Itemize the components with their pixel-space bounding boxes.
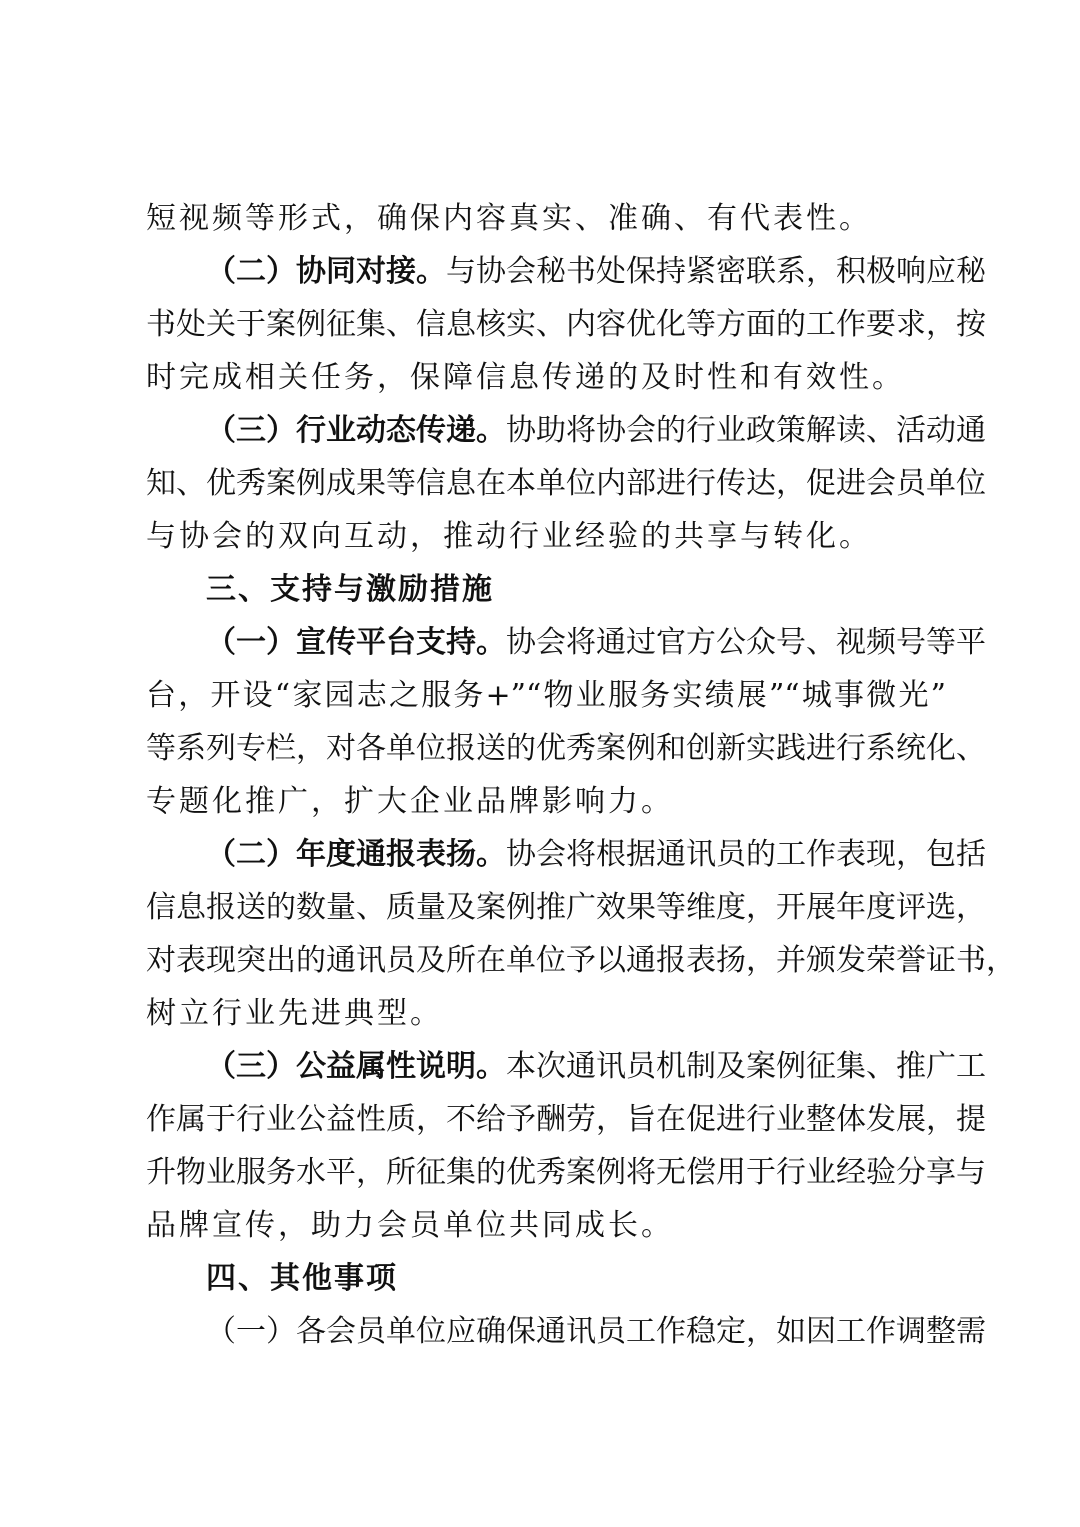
line-text: 书处关于案例征集、信息核实、内容优化等方面的工作要求，按 — [146, 307, 986, 342]
paragraph-line — [206, 252, 986, 292]
paragraph-lead: （三）公益属性说明。 — [206, 1049, 506, 1084]
paragraph-line — [146, 1153, 986, 1193]
heading-text: 四、其他事项 — [206, 1261, 398, 1296]
line-text: 短视频等形式，确保内容真实、准确、有代表性。 — [146, 201, 872, 236]
line-text: （一）各会员单位应确保通讯员工作稳定，如因工作调整需 — [206, 1314, 986, 1349]
paragraph-line — [206, 835, 986, 875]
line-text: 信息报送的数量、质量及案例推广效果等维度，开展年度评选， — [146, 890, 986, 925]
paragraph-lead: （二）年度通报表扬。 — [206, 837, 506, 872]
line-text: 本次通讯员机制及案例征集、推广工 — [506, 1049, 986, 1084]
paragraph-line — [146, 305, 986, 345]
section-heading — [206, 570, 946, 610]
line-text: 对表现突出的通讯员及所在单位予以通报表扬，并颁发荣誉证书， — [146, 943, 1016, 978]
line-text: 树立行业先进典型。 — [146, 996, 443, 1031]
line-text: 与协会的双向互动，推动行业经验的共享与转化。 — [146, 519, 872, 554]
paragraph-lead: （二）协同对接。 — [206, 254, 446, 289]
line-text: 品牌宣传，助力会员单位共同成长。 — [146, 1208, 674, 1243]
paragraph-line — [146, 358, 946, 398]
paragraph-line — [206, 411, 986, 451]
paragraph-lead: （一）宣传平台支持。 — [206, 625, 506, 660]
line-text: 升物业服务水平，所征集的优秀案例将无偿用于行业经验分享与 — [146, 1155, 986, 1190]
line-text: 作属于行业公益性质，不给予酬劳，旨在促进行业整体发展，提 — [146, 1102, 986, 1137]
line-text: 协助将协会的行业政策解读、活动通 — [506, 413, 986, 448]
paragraph-line — [206, 1047, 986, 1087]
line-text: 时完成相关任务，保障信息传递的及时性和有效性。 — [146, 360, 905, 395]
paragraph-line — [146, 994, 946, 1034]
paragraph-line — [206, 1312, 986, 1352]
line-text: 专题化推广，扩大企业品牌影响力。 — [146, 784, 674, 819]
line-text: 协会将根据通讯员的工作表现，包括 — [506, 837, 986, 872]
line-text: 与协会秘书处保持紧密联系，积极响应秘 — [446, 254, 986, 289]
line-text: 知、优秀案例成果等信息在本单位内部进行传达，促进会员单位 — [146, 466, 986, 501]
paragraph-line — [146, 782, 946, 822]
paragraph-line — [146, 1100, 986, 1140]
paragraph-line — [146, 941, 1016, 981]
line-text: 等系列专栏，对各单位报送的优秀案例和创新实践进行系统化、 — [146, 731, 986, 766]
paragraph-lead: （三）行业动态传递。 — [206, 413, 506, 448]
paragraph-line — [146, 888, 986, 928]
paragraph-line — [146, 676, 946, 716]
line-text: 协会将通过官方公众号、视频号等平 — [506, 625, 986, 660]
paragraph-line — [146, 464, 986, 504]
paragraph-line — [146, 729, 986, 769]
paragraph-line — [146, 517, 946, 557]
line-text: 台，开设“家园志之服务+”“物业服务实绩展”“城事微光” — [146, 678, 946, 713]
section-heading — [206, 1259, 946, 1299]
paragraph-line — [146, 1206, 946, 1246]
paragraph-line — [146, 199, 946, 239]
paragraph-line — [206, 623, 986, 663]
heading-text: 三、支持与激励措施 — [206, 572, 494, 607]
